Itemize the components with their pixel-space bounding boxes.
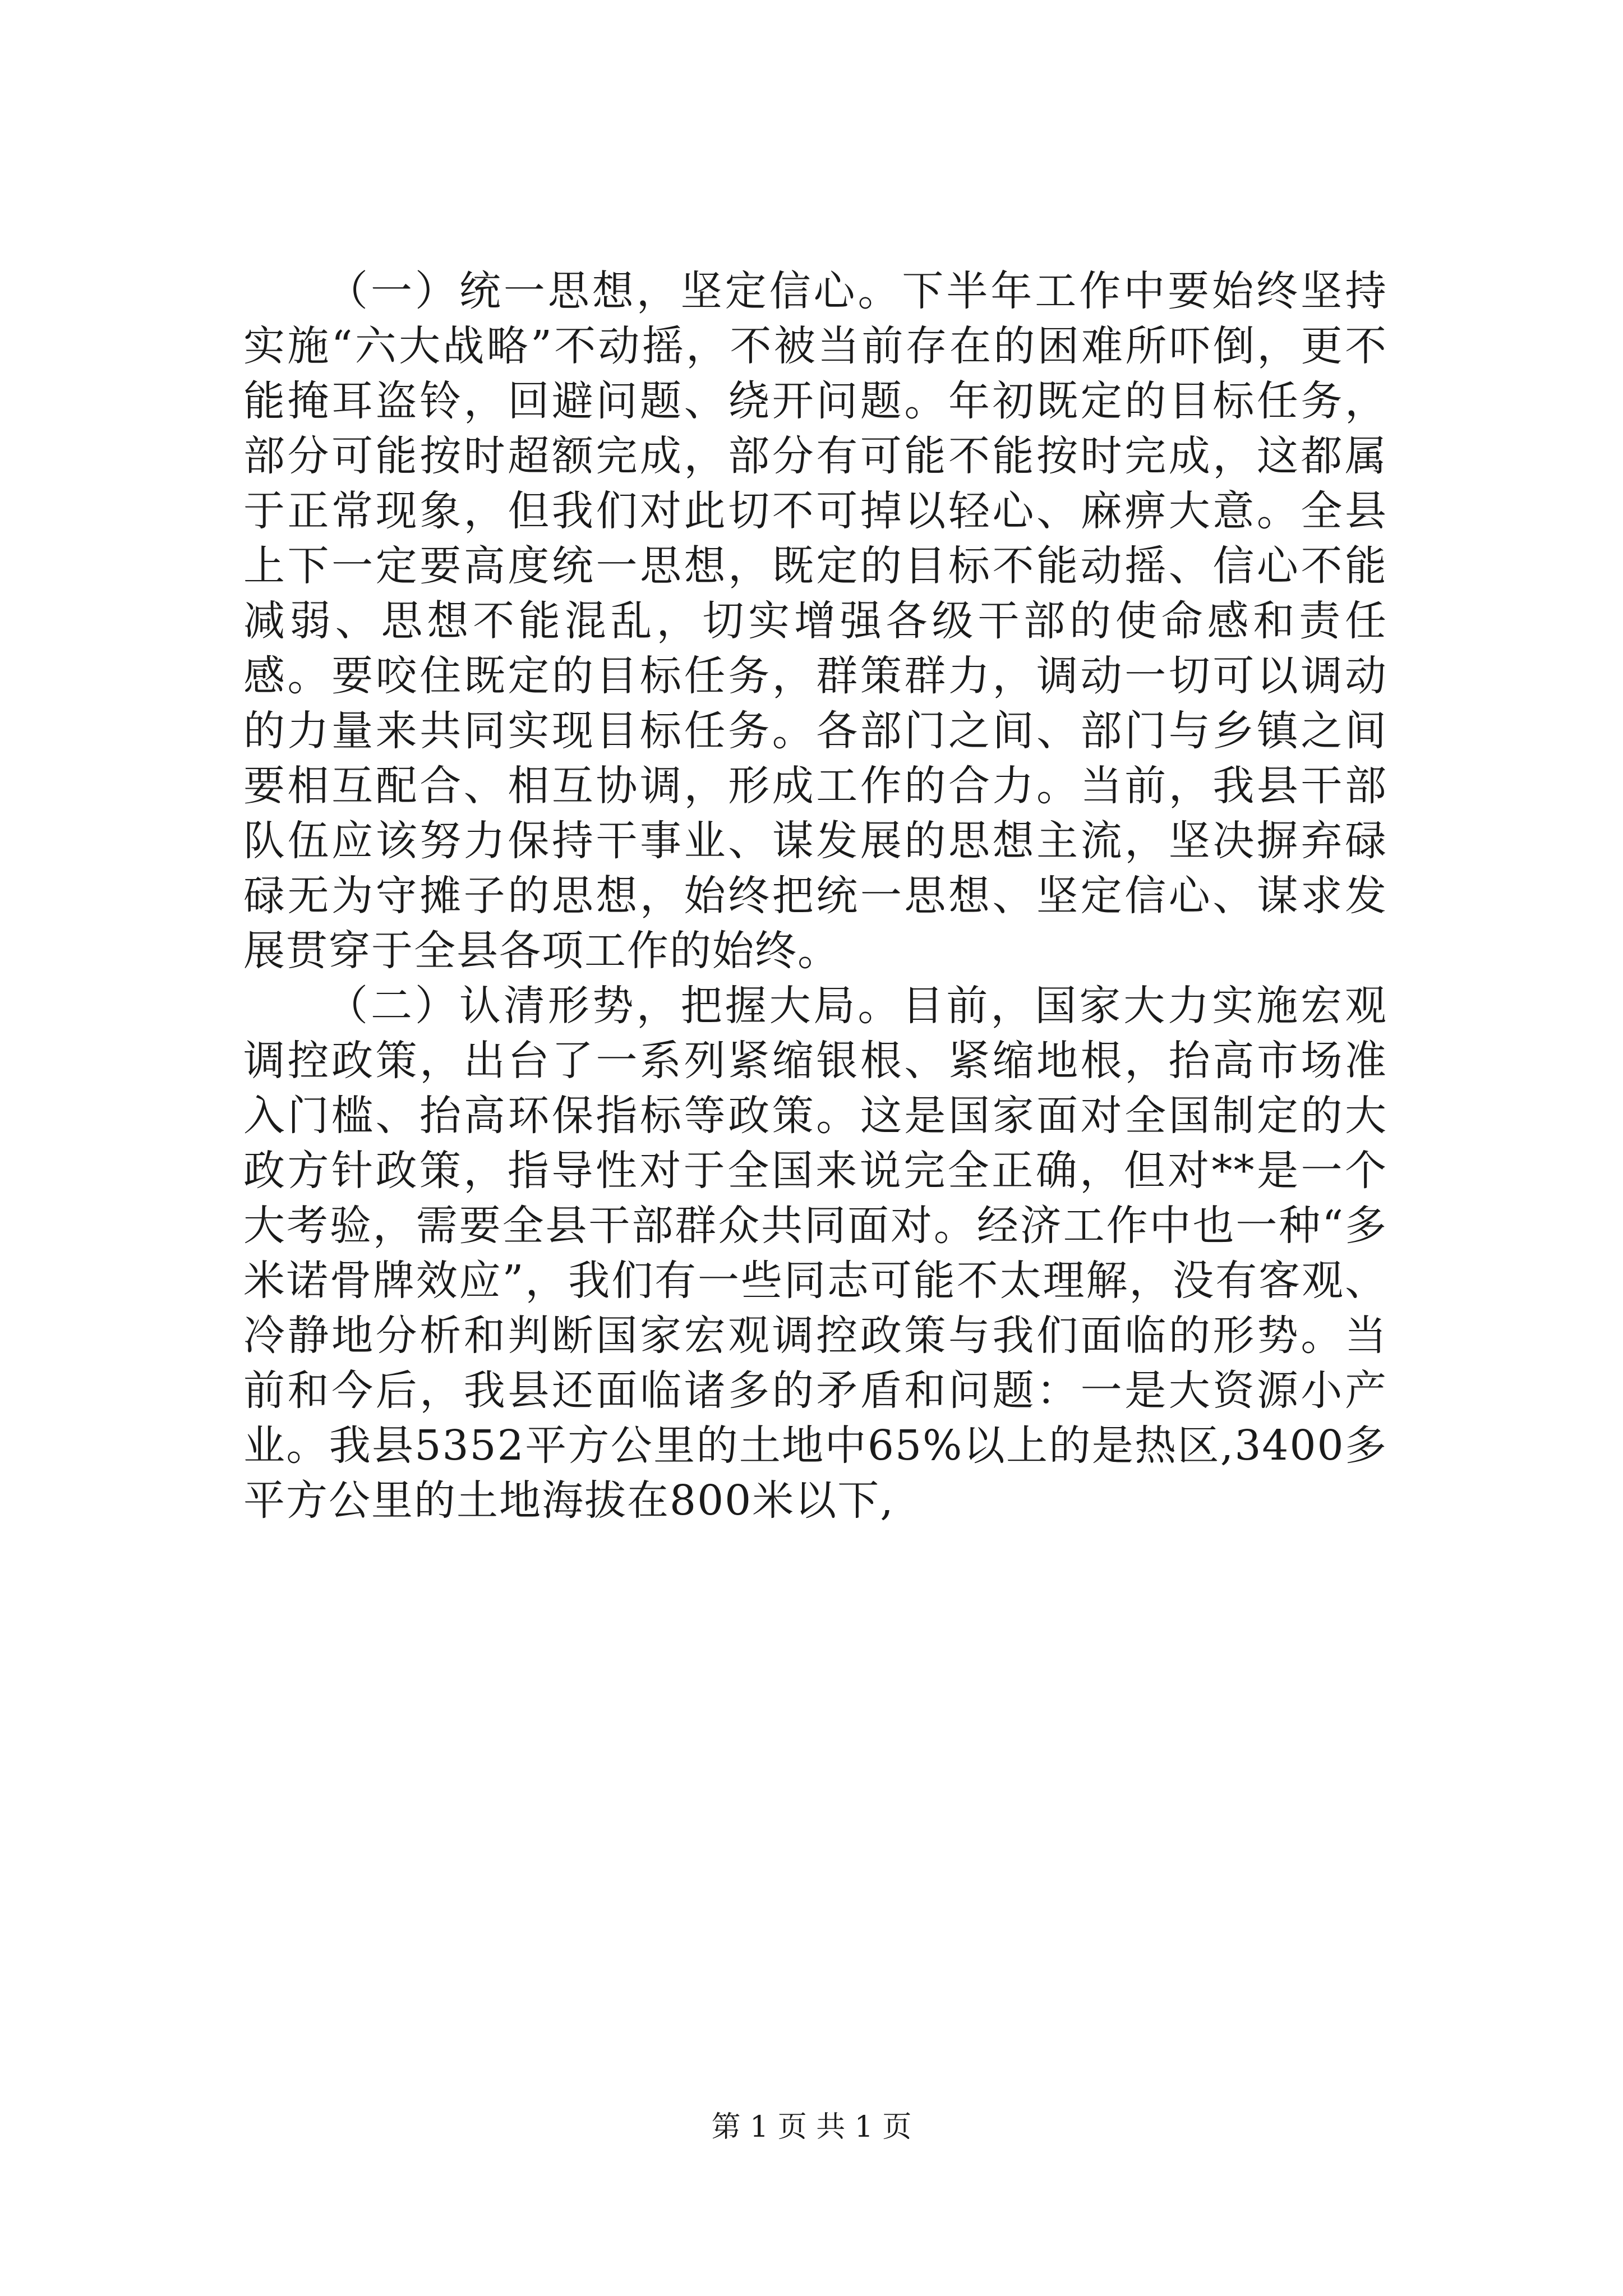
document-body xyxy=(243,264,1387,1528)
paragraph-2: （二）认清形势，把握大局。目前，国家大力实施宏观调控政策，出台了一系列紧缩银根、紧缩地根，抬高市场准入门槛、抬高环保指标等政策。这是国家面对全国制定的大政方针政策，指导性对于全国来说完全正确，但对**是一个大考验，需要全县干部群众共同面对。经济工作中也一种“多米诺骨牌效应”，我们有一些同志可能不太理解，没有客观、冷静地分析和判断国家宏观调控政策与我们面临的形势。当前和今后，我县还面临诸多的矛盾和问题：一是大资源小产业。我县5352平方公里的土地中65%以上的是热区,3400多平方公里的土地海拔在800米以下, xyxy=(243,982,1387,1525)
page-footer: 第 1 页 共 1 页 xyxy=(711,2110,912,2144)
paragraph-1: （一）统一思想，坚定信心。下半年工作中要始终坚持实施“六大战略”不动摇，不被当前存在的困难所吓倒，更不能掩耳盗铃，回避问题、绕开问题。年初既定的目标任务，部分可能按时超额完成，部分有可能不能按时完成，这都属于正常现象，但我们对此切不可掉以轻心、麻痹大意。全县上下一定要高度统一思想，既定的目标不能动摇、信心不能减弱、思想不能混乱，切实增强各级干部的使命感和责任感。要咬住既定的目标任务，群策群力，调动一切可以调动的力量来共同实现目标任务。各部门之间、部门与乡镇之间要相互配合、相互协调，形成工作的合力。当前，我县干部队伍应该努力保持干事业、谋发展的思想主流，坚决摒弃碌碌无为守摊子的思想，始终把统一思想、坚定信心、谋求发展贯穿于全县各项工作的始终。 xyxy=(243,267,1387,975)
